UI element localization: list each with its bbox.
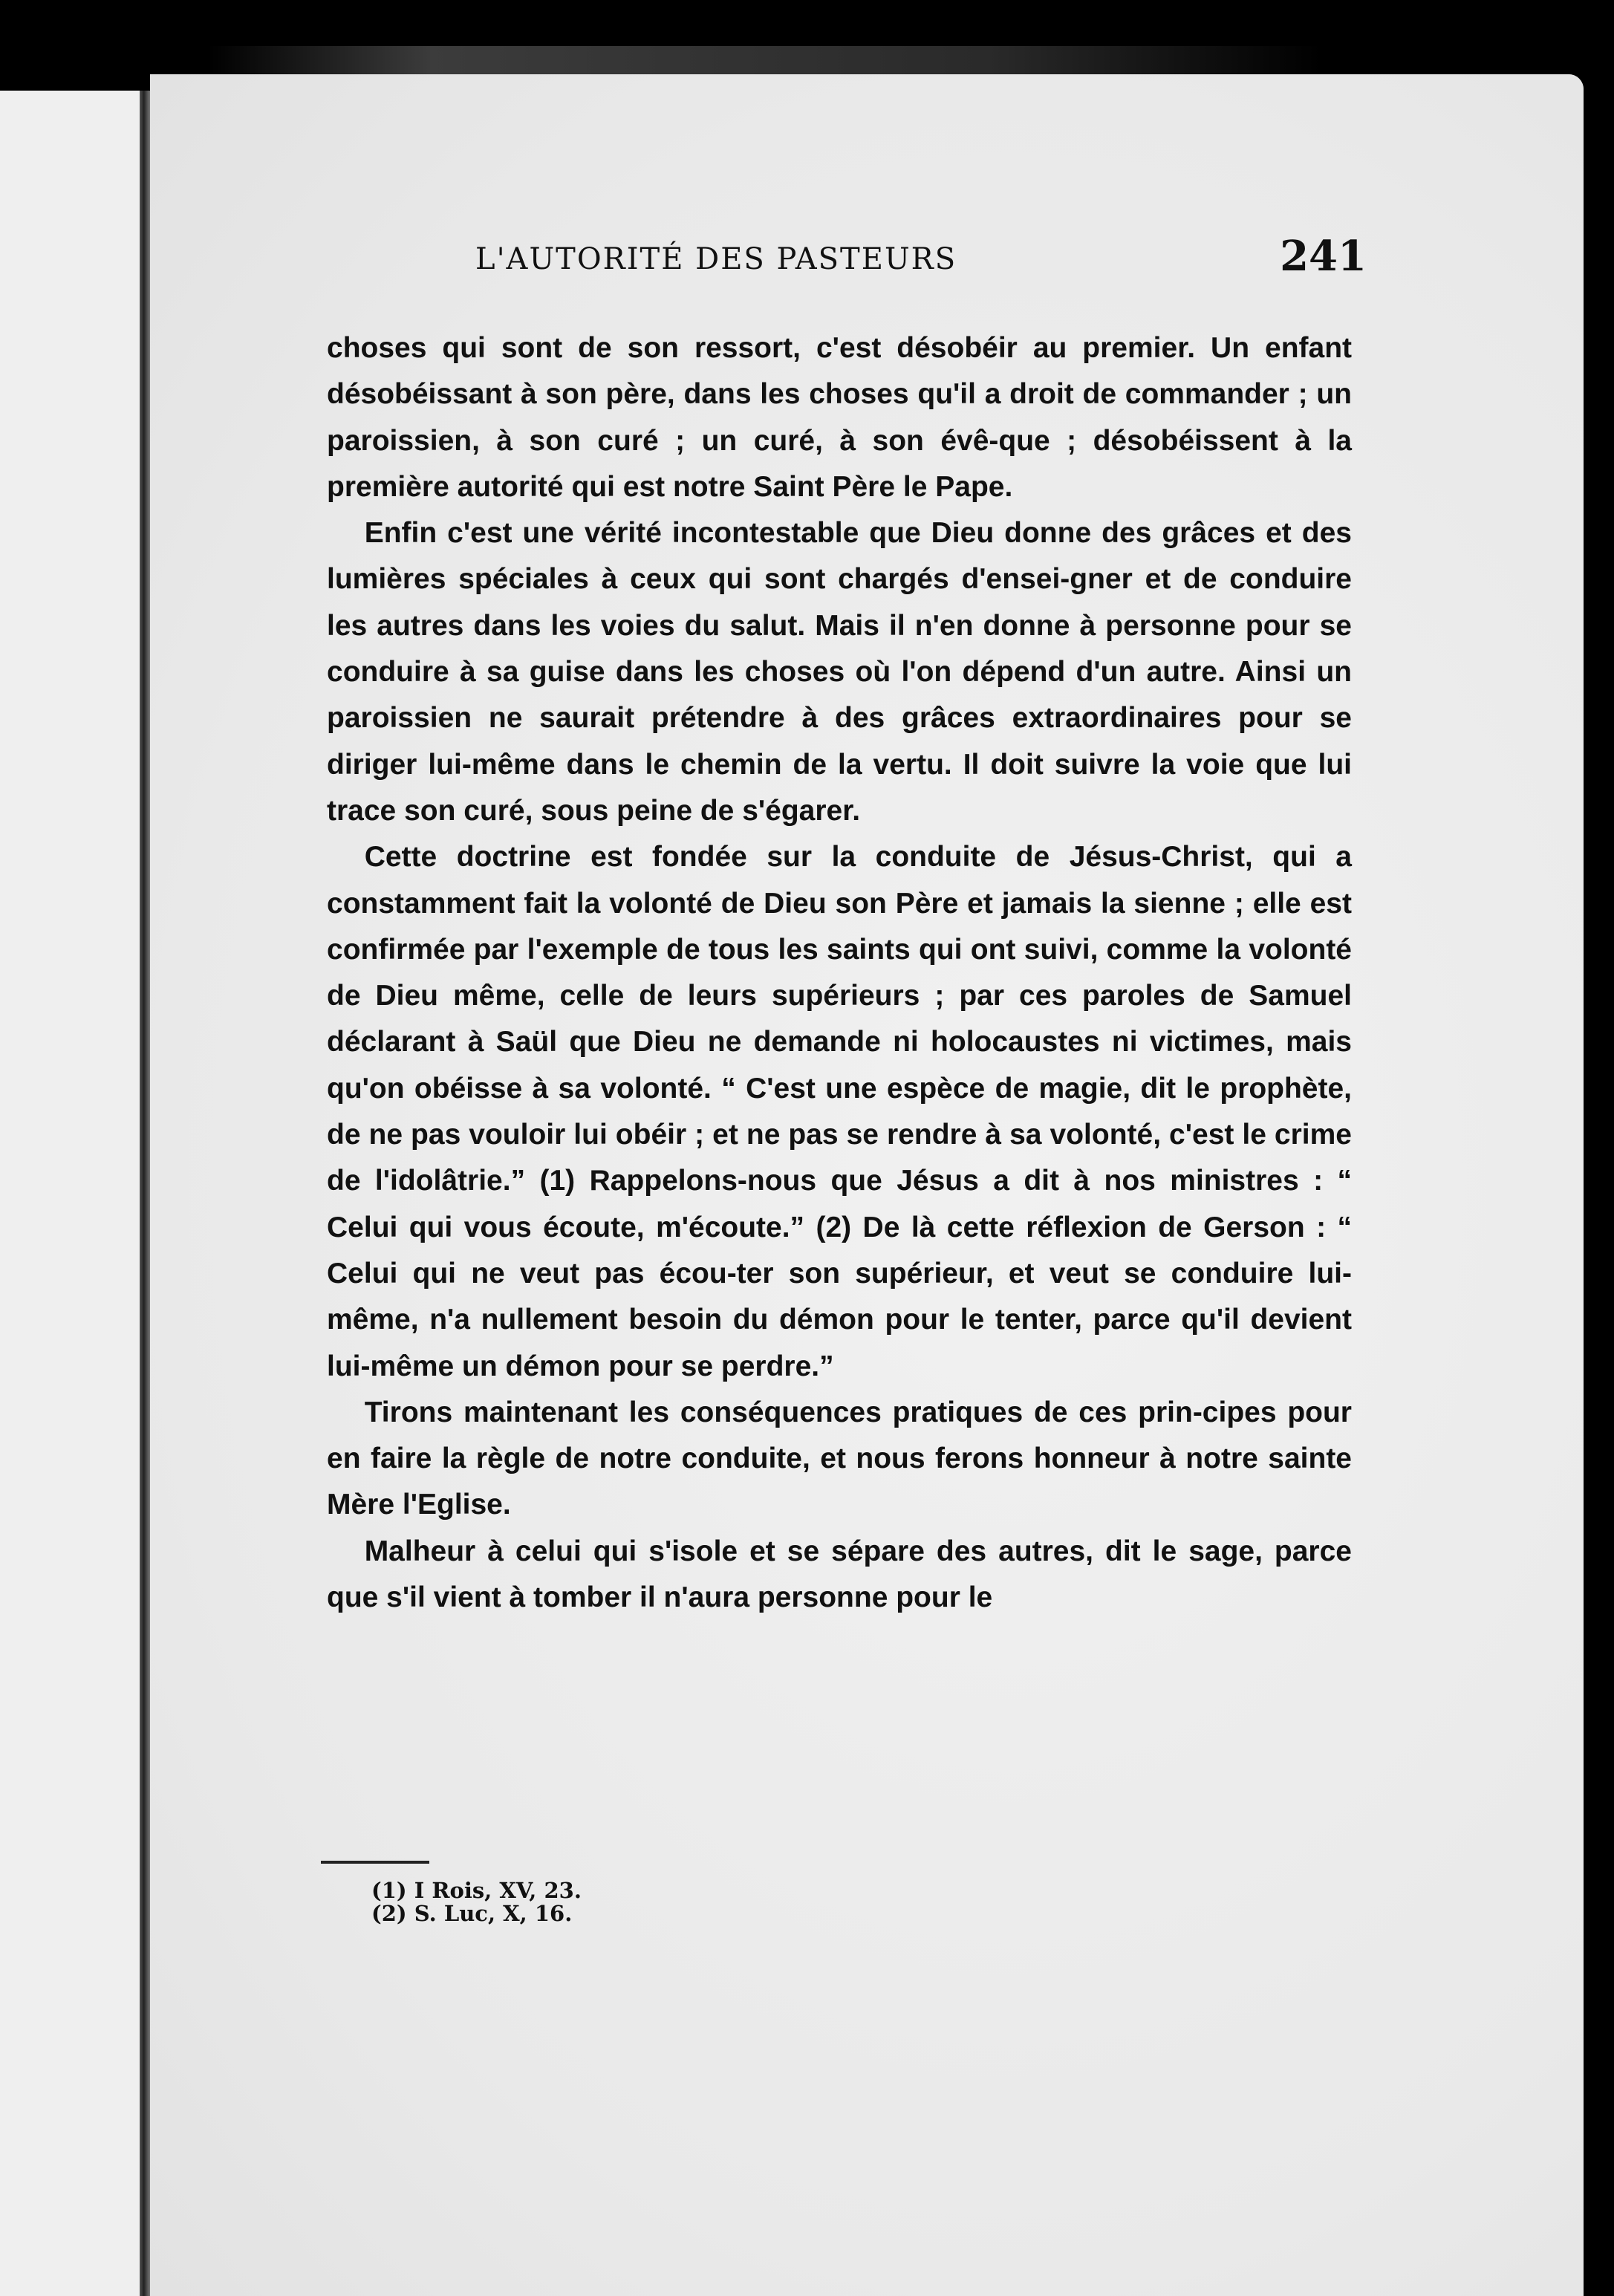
paragraph-5: Malheur à celui qui s'isole et se sépare des autres, dit le sage, parce que s'il vient à tomber il n'aura personne pour le xyxy=(327,1535,1352,1614)
paragraph-3: Cette doctrine est fondée sur la conduite de Jésus-Christ, qui a constamment fait la volonté de Dieu son Père et jamais la sienne ; elle est confirmée par l'exemple de tous les saints qui ont suivi, comme la volonté de Dieu même, celle de leurs supérieurs ; par ces paroles de Samuel déclarant à Saül que Dieu ne demande ni holocaustes ni victimes, mais qu'on obéisse à sa volonté. “ C'est une espèce de magie, dit le prophète, de ne pas vouloir lui obéir ; et ne pas se rendre à sa volonté, c'est le crime de l'idolâtrie.” (1) Rappelons-nous que Jésus a dit à nos ministres : “ Celui qui vous écoute, m'écoute.” (2) De là cette réflexion de Gerson : “ Celui qui ne veut pas écou-ter son supérieur, et veut se conduire lui-même, n'a nullement besoin du démon pour le tenter, parce qu'il devient lui-même un démon pour se perdre.” xyxy=(327,841,1352,1382)
footnote-1: (1) I Rois, XV, 23. xyxy=(371,1878,582,1903)
running-head: L'AUTORITÉ DES PASTEURS xyxy=(475,242,957,276)
paragraph-4: Tirons maintenant les conséquences pratiques de ces prin-cipes pour en faire la règle de notre conduite, et nous ferons honneur à notre sainte Mère l'Eglise. xyxy=(327,1396,1352,1521)
paragraph-1: choses qui sont de son ressort, c'est désobéir au premier. Un enfant désobéissant à son père, dans les choses qu'il a droit de commander ; un paroissien, à son curé ; un curé, à son évê-que ; désobéissent à la première autorité qui est notre Saint Père le Pape. xyxy=(327,332,1352,503)
page-number: 241 xyxy=(1280,232,1367,281)
footnotes xyxy=(371,1879,817,1925)
page-header xyxy=(475,198,1367,287)
scan-edge-shadow xyxy=(208,46,1322,74)
footnote-2: (2) S. Luc, X, 16. xyxy=(371,1901,573,1926)
paragraph-2: Enfin c'est une vérité incontestable que Dieu donne des grâces et des lumières spéciales à ceux qui sont chargés d'ensei-gner et de conduire les autres dans les voies du salut. Mais il n'en donne à personne pour se conduire à sa guise dans les choses où l'on dépend d'un autre. Ainsi un paroissien ne saurait prétendre à des grâces extraordinaires pour se diriger lui-même dans le chemin de la vertu. Il doit suivre la voie que lui trace son curé, sous peine de s'égarer. xyxy=(327,517,1352,827)
body-text xyxy=(327,325,1352,1621)
book-spine xyxy=(140,91,150,2296)
facing-page-edge xyxy=(0,91,146,2296)
footnote-divider xyxy=(321,1861,429,1864)
